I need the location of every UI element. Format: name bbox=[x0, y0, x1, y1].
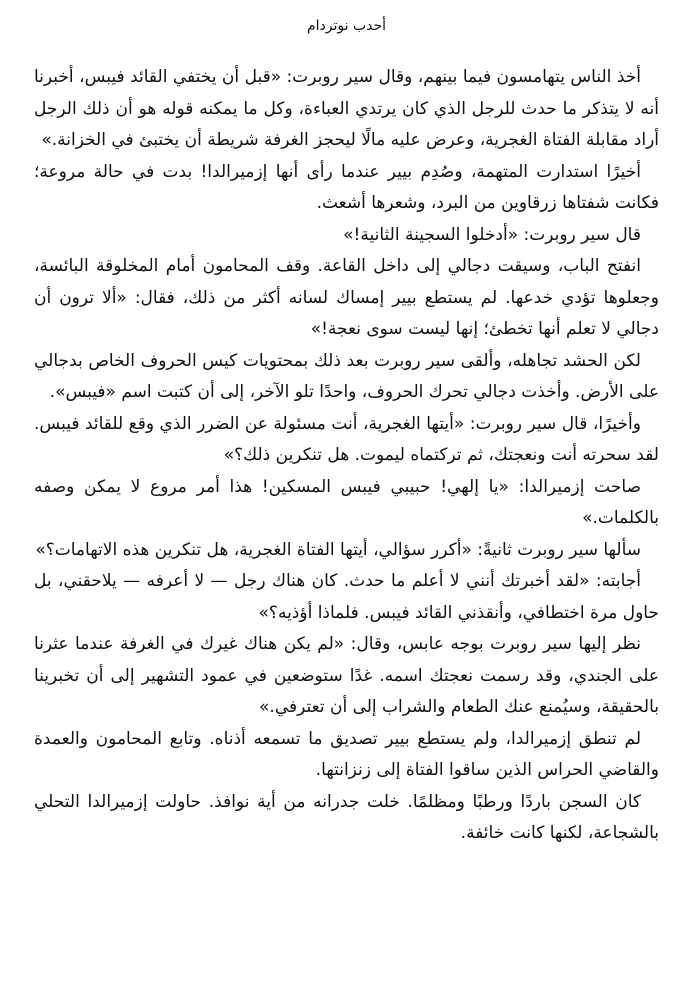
body-text bbox=[34, 62, 659, 850]
paragraph: نظر إليها سير روبرت بوجه عابس، وقال: «لم يكن هناك غيرك في الغرفة عندما عثرنا على الجندي، وقد رسمت نعجتك اسمه. غدًا ستوضعين في عمود التشهير إلى أن تخبرينا بالحقيقة، وسيُمنع عنك الطعام والشراب إلى أن تعترفي.» bbox=[34, 634, 659, 717]
running-head: أحدب نوتردام bbox=[306, 18, 387, 34]
paragraph: لم تنطق إزميرالدا، ولم يستطع بيير تصديق ما تسمعه أذناه. وتابع المحامون والعمدة والقاضي الحراس الذين ساقوا الفتاة إلى زنزانتها. bbox=[34, 728, 659, 780]
paragraph: لكن الحشد تجاهله، وألقى سير روبرت بعد ذلك بمحتويات كيس الحروف الخاص بدجالي على الأرض. وأخذت دجالي تحرك الحروف، واحدًا تلو الآخر، إلى أن كتبت اسم «فيبس». bbox=[34, 350, 659, 402]
paragraph: سألها سير روبرت ثانيةً: «أكرر سؤالي، أيتها الفتاة الغجرية، هل تنكرين هذه الاتهامات؟» bbox=[35, 539, 641, 560]
paragraph: انفتح الباب، وسيقت دجالي إلى داخل القاعة. وقف المحامون أمام المخلوقة البائسة، وجعلوها تؤدي خدعها. لم يستطع بيير إمساك لسانه أكثر من ذلك، فقال: «ألا ترون أن دجالي لا تعلم أنها تخطئ؛ إنها ليست سوى نعجة!» bbox=[34, 256, 659, 339]
paragraph: أخذ الناس يتهامسون فيما بينهم، وقال سير روبرت: «قبل أن يختفي القائد فيبس، أخبرنا أنه لا يتذكر ما حدث للرجل الذي كان يرتدي العباءة، وكل ما يمكنه قوله هو أن ذلك الرجل أراد مقابلة الفتاة الغجرية، وعرض عليه مالًا ليحجز الغرفة شريطة أن يختبئ في الخزانة.» bbox=[34, 67, 659, 150]
paragraph: قال سير روبرت: «أدخلوا السجينة الثانية!» bbox=[343, 224, 641, 245]
paragraph: أجابته: «لقد أخبرتك أنني لا أعلم ما حدث. كان هناك رجل — لا أعرفه — يلاحقني، بل حاول مرة اختطافي، وأنقذني القائد فيبس. فلماذا أؤذيه؟» bbox=[34, 571, 659, 623]
paragraph: كان السجن باردًا ورطبًا ومظلمًا. خلت جدرانه من أية نوافذ. حاولت إزميرالدا التحلي بالشجاعة، لكنها كانت خائفة. bbox=[34, 791, 659, 843]
paragraph: وأخيرًا، قال سير روبرت: «أيتها الغجرية، أنت مسئولة عن الضرر الذي وقع للقائد فيبس. لقد سحرته أنت ونعجتك، ثم تركتماه ليموت. هل تنكرين ذلك؟» bbox=[34, 413, 659, 465]
paragraph: أخيرًا استدارت المتهمة، وصُدِم بيير عندما رأى أنها إزميرالدا! بدت في حالة مروعة؛ فكانت شفتاها زرقاوين من البرد، وشعرها أشعث. bbox=[34, 161, 659, 213]
paragraph: صاحت إزميرالدا: «يا إلهي! حبيبي فيبس المسكين! هذا أمر مروع لا يمكن وصفه بالكلمات.» bbox=[34, 476, 659, 528]
